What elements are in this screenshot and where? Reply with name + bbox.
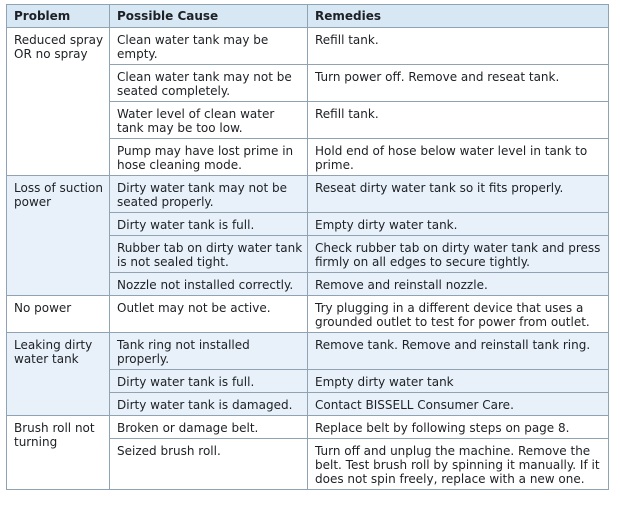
problem-cell: No power (7, 296, 110, 333)
cause-cell: Seized brush roll. (110, 439, 308, 490)
cause-cell: Outlet may not be active. (110, 296, 308, 333)
problem-cell: Brush roll not turning (7, 416, 110, 490)
cause-cell: Rubber tab on dirty water tank is not sealed tight. (110, 236, 308, 273)
cause-cell: Dirty water tank is full. (110, 213, 308, 236)
remedy-cell: Turn off and unplug the machine. Remove the belt. Test brush roll by spinning it manually. If it does not spin freely, replace with a new one. (308, 439, 609, 490)
remedy-cell: Try plugging in a different device that uses a grounded outlet to test for power from outlet. (308, 296, 609, 333)
remedy-cell: Refill tank. (308, 28, 609, 65)
remedy-cell: Check rubber tab on dirty water tank and press firmly on all edges to secure tightly. (308, 236, 609, 273)
header-possible-cause: Possible Cause (110, 5, 308, 28)
table-row (7, 176, 609, 213)
troubleshooting-table (6, 4, 609, 490)
remedy-cell: Contact BISSELL Consumer Care. (308, 393, 609, 416)
problem-cell: Leaking dirty water tank (7, 333, 110, 416)
cause-cell: Tank ring not installed properly. (110, 333, 308, 370)
header-remedies: Remedies (308, 5, 609, 28)
cause-cell: Nozzle not installed correctly. (110, 273, 308, 296)
remedy-cell: Replace belt by following steps on page 8. (308, 416, 609, 439)
cause-cell: Water level of clean water tank may be too low. (110, 102, 308, 139)
table-row (7, 28, 609, 65)
cause-cell: Clean water tank may be empty. (110, 28, 308, 65)
problem-cell: Loss of suction power (7, 176, 110, 296)
remedy-cell: Remove tank. Remove and reinstall tank ring. (308, 333, 609, 370)
remedy-cell: Empty dirty water tank (308, 370, 609, 393)
cause-cell: Dirty water tank is full. (110, 370, 308, 393)
remedy-cell: Turn power off. Remove and reseat tank. (308, 65, 609, 102)
table-row (7, 296, 609, 333)
cause-cell: Dirty water tank may not be seated properly. (110, 176, 308, 213)
header-problem: Problem (7, 5, 110, 28)
remedy-cell: Hold end of hose below water level in tank to prime. (308, 139, 609, 176)
cause-cell: Pump may have lost prime in hose cleaning mode. (110, 139, 308, 176)
cause-cell: Clean water tank may not be seated completely. (110, 65, 308, 102)
remedy-cell: Remove and reinstall nozzle. (308, 273, 609, 296)
cause-cell: Broken or damage belt. (110, 416, 308, 439)
table-row (7, 416, 609, 439)
remedy-cell: Refill tank. (308, 102, 609, 139)
table-row (7, 333, 609, 370)
cause-cell: Dirty water tank is damaged. (110, 393, 308, 416)
problem-cell: Reduced spray OR no spray (7, 28, 110, 176)
remedy-cell: Empty dirty water tank. (308, 213, 609, 236)
header-row (7, 5, 609, 28)
remedy-cell: Reseat dirty water tank so it fits properly. (308, 176, 609, 213)
